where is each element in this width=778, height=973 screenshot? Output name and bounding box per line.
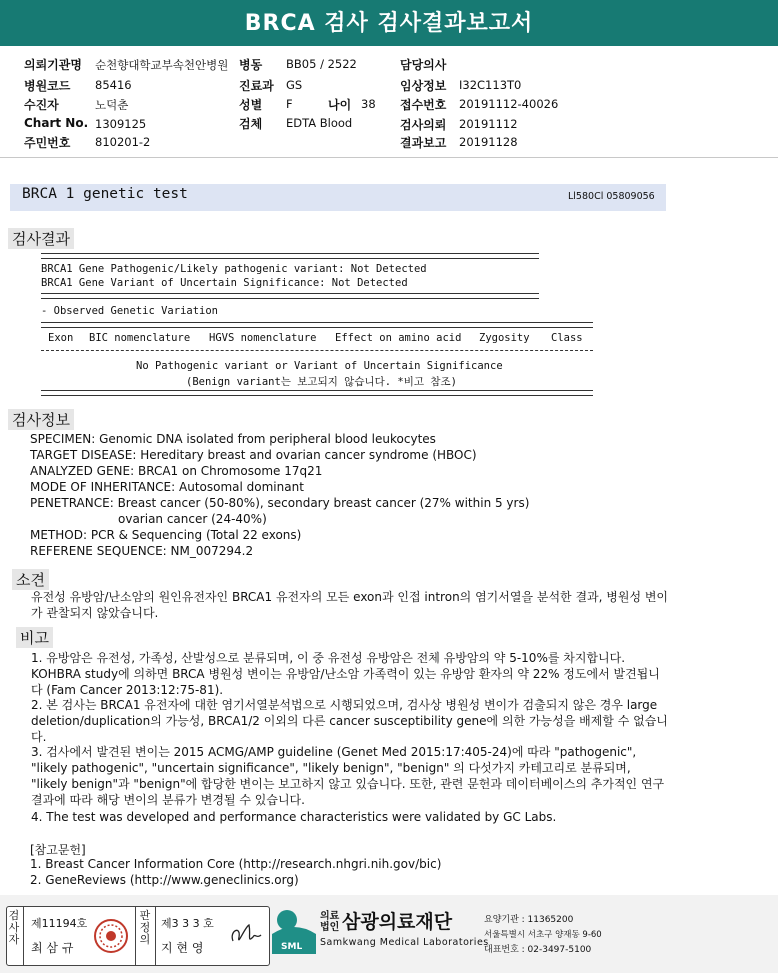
sex-label: 성별 xyxy=(239,98,263,112)
tester-license: 제11194호 xyxy=(31,917,88,930)
reference-1: 1. Breast Cancer Information Core (http://research.nhgri.nih.gov/bic) xyxy=(30,857,442,871)
doctor-label: 담당의사 xyxy=(400,58,447,72)
col-zygosity: Zygosity xyxy=(479,332,530,344)
dept-label: 진료과 xyxy=(239,79,274,93)
request-label: 검사의뢰 xyxy=(400,118,447,132)
dept-value: GS xyxy=(286,78,303,92)
chart-value: 1309125 xyxy=(95,117,147,131)
observed-variation-label: - Observed Genetic Variation xyxy=(41,305,219,317)
col-hgvs: HGVS nomenclature xyxy=(209,332,317,344)
info-disease: TARGET DISEASE: Hereditary breast and ovarian cancer syndrome (HBOC) xyxy=(30,448,477,462)
col-bic: BIC nomenclature xyxy=(89,332,191,344)
tester-label: 검사자 xyxy=(8,909,20,946)
remarks-heading: 비고 xyxy=(16,627,53,648)
info-gene: ANALYZED GENE: BRCA1 on Chromosome 17q21 xyxy=(30,464,323,478)
judge-label: 판정의 xyxy=(139,909,151,946)
org-code: 요양기관 : 11365200 xyxy=(484,915,574,925)
report-date-label: 결과보고 xyxy=(400,136,447,150)
judge-license: 제3 3 3 호 xyxy=(161,917,214,930)
request-value: 20191112 xyxy=(459,117,518,131)
remark-4: 4. The test was developed and performance characteristics were validated by GC Labs. xyxy=(31,810,557,824)
remark-2: 2. 본 검사는 BRCA1 유전자에 대한 염기서열분석법으로 시행되었으며, 검사상 병원성 변이가 검출되지 않은 경우 large deletion/duplication의 가능성, BRCA1/2 이외의 다른 cancer susceptibility gene에 의한 가능성을 배제할 수 없습니다. xyxy=(31,698,668,744)
info-penetrance-ovarian: ovarian cancer (24-40%) xyxy=(118,512,267,526)
test-name: BRCA 1 genetic test xyxy=(22,186,188,202)
judge-name: 지 현 영 xyxy=(161,941,204,955)
examinee-value: 노덕춘 xyxy=(95,98,129,112)
vus-result: BRCA1 Gene Variant of Uncertain Significance: Not Detected xyxy=(41,277,408,289)
double-rule xyxy=(41,293,539,299)
finding-heading: 소견 xyxy=(12,569,49,590)
info-reference: REFERENE SEQUENCE: NM_007294.2 xyxy=(30,544,254,558)
org-prefix: 의료법인 xyxy=(320,911,340,933)
test-code: Ll580Cl 05809056 xyxy=(568,191,655,202)
info-specimen: SPECIMEN: Genomic DNA isolated from peripheral blood leukocytes xyxy=(30,432,436,446)
signature-box xyxy=(6,906,270,966)
result-heading: 검사결과 xyxy=(8,228,74,249)
hospital-code-label: 병원코드 xyxy=(24,79,71,93)
receipt-label: 접수번호 xyxy=(400,98,447,112)
institution-value: 순천향대학교부속천안병원 xyxy=(95,58,229,72)
org-english-name: Samkwang Medical Laboratories xyxy=(320,937,489,948)
examinee-label: 수진자 xyxy=(24,98,59,112)
report-date-value: 20191128 xyxy=(459,135,518,149)
org-name: 삼광의료재단 xyxy=(342,911,453,933)
info-penetrance: PENETRANCE: Breast cancer (50-80%), secondary breast cancer (27% within 5 yrs) xyxy=(30,496,530,510)
sml-logo xyxy=(270,906,318,958)
remark-1: 1. 유방암은 유전성, 가족성, 산발성으로 분류되며, 이 중 유전성 유방암은 전체 유방암의 약 5-10%를 차지합니다. KOHBRA study에 의하면 BRCA 병원성 변이는 유방암/난소암 가족력이 있는 유방암 환자의 약 22% 정도에서 발견됩니다 (Fam Cancer 2013:12:75-81). xyxy=(31,651,660,697)
info-heading: 검사정보 xyxy=(8,409,74,430)
dashed-rule xyxy=(41,350,593,351)
no-variant-line1: No Pathogenic variant or Variant of Uncertain Significance xyxy=(136,360,503,372)
double-rule xyxy=(41,390,593,396)
ward-label: 병동 xyxy=(239,58,263,72)
header-divider xyxy=(0,157,778,158)
clinical-value: I32C113T0 xyxy=(459,78,522,92)
ward-value: BB05 / 2522 xyxy=(286,57,357,71)
double-rule xyxy=(41,253,539,259)
report-title: BRCA 검사 검사결과보고서 xyxy=(0,0,778,46)
remark-3: 3. 검사에서 발견된 변이는 2015 ACMG/AMP guideline (Genet Med 2015:17:405-24)에 따라 "pathogenic", "likely pathogenic", "uncertain significance", "likely benign", "benign" 의 다섯가지 카테고리로 분류되며, "likely benign"과 "benign"에 합당한 변이는 보고하지 않고 있습니다. 또한, 관련 문헌과 데이터베이스의 추가적인 연구 결과에 따라 해당 변이의 분류가 변경될 수 있습니다. xyxy=(31,745,665,807)
no-variant-line2: (Benign variant는 보고되지 않습니다. *비고 참조) xyxy=(186,376,457,388)
references-heading: [참고문헌] xyxy=(30,843,86,857)
age-value: 38 xyxy=(361,97,376,111)
info-method: METHOD: PCR & Sequencing (Total 22 exons) xyxy=(30,528,302,542)
tester-name: 최 삼 규 xyxy=(31,941,74,955)
logo-text: SML xyxy=(281,942,303,952)
info-mode: MODE OF INHERITANCE: Autosomal dominant xyxy=(30,480,304,494)
reference-2: 2. GeneReviews (http://www.geneclinics.org) xyxy=(30,873,299,887)
org-phone: 대표번호 : 02-3497-5100 xyxy=(484,945,592,955)
chart-label: Chart No. xyxy=(24,116,89,130)
pathogenic-result: BRCA1 Gene Pathogenic/Likely pathogenic variant: Not Detected xyxy=(41,263,427,275)
finding-text: 유전성 유방암/난소암의 원인유전자인 BRCA1 유전자의 모든 exon과 인접 intron의 염기서열을 분석한 결과, 병원성 변이가 관찰되지 않았습니다. xyxy=(31,590,669,620)
specimen-label: 검체 xyxy=(239,117,263,131)
org-address: 서울특별시 서초구 양재동 9-60 xyxy=(484,930,602,940)
seal-stamp xyxy=(93,918,129,954)
age-label: 나이 xyxy=(328,98,352,112)
col-effect: Effect on amino acid xyxy=(335,332,462,344)
clinical-label: 임상정보 xyxy=(400,79,447,93)
sex-value: F xyxy=(286,97,293,111)
specimen-value: EDTA Blood xyxy=(286,116,353,130)
col-class: Class xyxy=(551,332,583,344)
receipt-value: 20191112-40026 xyxy=(459,97,559,111)
resident-value: 810201-2 xyxy=(95,135,151,149)
hospital-code-value: 85416 xyxy=(95,78,132,92)
col-exon: Exon xyxy=(48,332,74,344)
institution-label: 의뢰기관명 xyxy=(24,58,82,72)
resident-label: 주민번호 xyxy=(24,136,71,150)
signature-scribble xyxy=(227,919,263,951)
double-rule xyxy=(41,322,593,328)
